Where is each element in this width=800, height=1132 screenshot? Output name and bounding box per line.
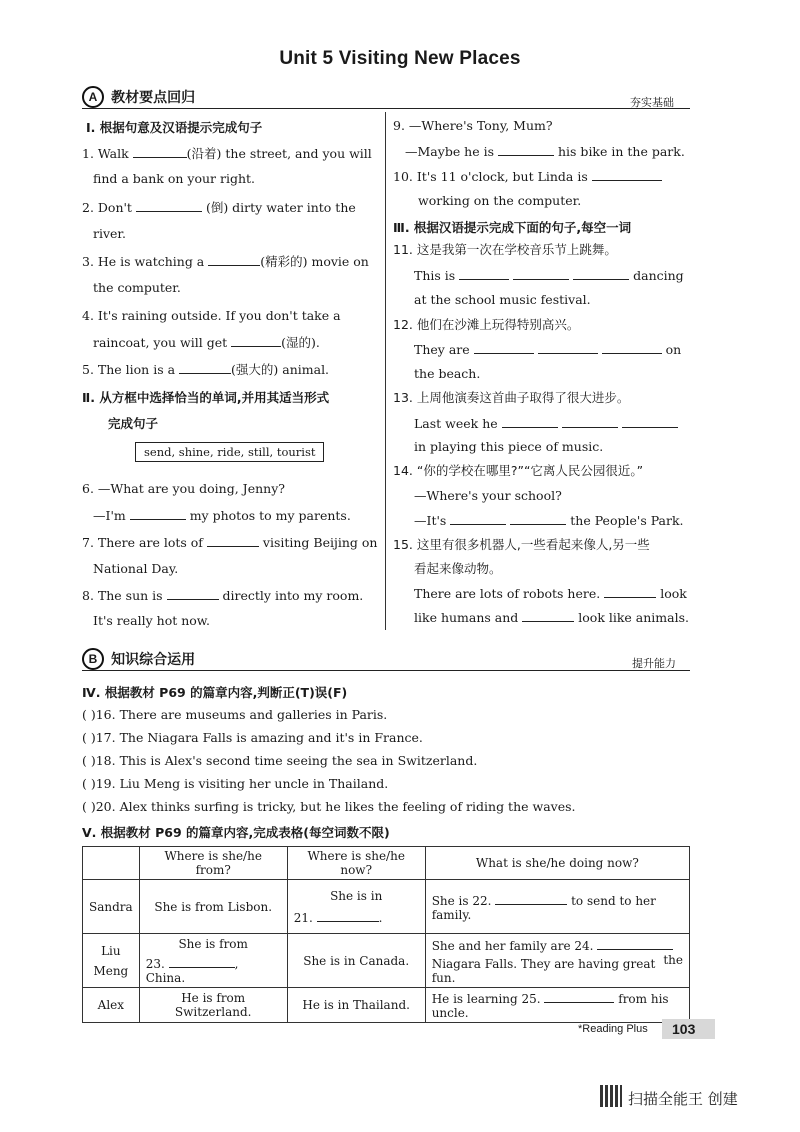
table-header-row: [83, 847, 690, 880]
q11-line2: at the school music festival.: [414, 292, 591, 307]
q7-text-b: visiting Beijing on: [262, 535, 378, 550]
q2-text-b: (倒) dirty water into the: [205, 200, 356, 215]
q9-text-b: —Maybe he is: [405, 144, 495, 159]
section-a-header: [82, 86, 195, 108]
q6-line2: [93, 507, 351, 524]
table-cell: Alex: [83, 988, 140, 1023]
section-b-label: 知识综合运用: [111, 652, 196, 668]
cell-text: 23.: [145, 956, 165, 971]
q2-line1: [82, 199, 356, 216]
table-cell: [83, 934, 140, 988]
q4-text-c: (湿的).: [281, 335, 320, 350]
q7-blank[interactable]: [207, 534, 259, 547]
q2-blank[interactable]: [136, 199, 202, 212]
q4-line1: 4. It's raining outside. If you don't take a: [82, 308, 341, 323]
q15-text-d: look like animals.: [578, 610, 689, 625]
cell-text: Liu: [101, 943, 121, 958]
q14-blank-1[interactable]: [450, 512, 506, 525]
cell-line: 21. .: [293, 910, 383, 925]
cell-text: She is from: [178, 936, 248, 951]
q15-chinese-1: 15. 这里有很多机器人,一些看起来像人,另一些: [393, 537, 650, 552]
q10-line2: working on the computer.: [418, 193, 582, 208]
q15-blank-1[interactable]: [604, 585, 656, 598]
info-table: [82, 846, 690, 1023]
table-cell: He is from Switzerland.: [139, 988, 287, 1023]
cell-text: from his uncle.: [431, 992, 669, 1020]
q13-chinese: 13. 上周他演奏这首曲子取得了很大进步。: [393, 390, 630, 405]
q10-blank[interactable]: [592, 168, 662, 181]
cell-text: She is 22.: [431, 893, 492, 908]
q11-line: [414, 267, 684, 284]
q8-line2: It's really hot now.: [93, 613, 210, 628]
q12-blank-3[interactable]: [602, 341, 662, 354]
q11-blank-3[interactable]: [573, 267, 629, 280]
q14-line1: —Where's your school?: [414, 488, 562, 503]
q10-text-a: 10. It's 11 o'clock, but Linda is: [393, 169, 588, 184]
tf-item-17: ( )17. The Niagara Falls is amazing and it's in France.: [82, 730, 423, 745]
q13-blank-3[interactable]: [622, 415, 678, 428]
section-b-rule: [82, 670, 690, 671]
page-number: 103: [662, 1019, 715, 1039]
word-box: send, shine, ride, still, tourist: [135, 442, 324, 462]
q3-line2: the computer.: [93, 280, 181, 295]
q1-text-b: (沿着) the street, and you will: [186, 146, 372, 161]
q15-text-b: look: [660, 586, 687, 601]
q5-blank[interactable]: [179, 361, 231, 374]
blank-21[interactable]: [317, 909, 379, 922]
cell-line: [146, 955, 281, 985]
section-b-badge: B: [82, 648, 104, 670]
page-title: Unit 5 Visiting New Places: [279, 48, 521, 69]
table-header-cell: Where is she/he from?: [139, 847, 287, 880]
q14-text-c: the People's Park.: [570, 513, 684, 528]
table-cell: [425, 934, 689, 988]
scanner-watermark: 扫描全能王 创建: [628, 1090, 738, 1108]
section-b-right: 提升能力: [632, 657, 676, 670]
cell-text: He is learning 25.: [431, 992, 541, 1006]
q12-chinese: 12. 他们在沙滩上玩得特别高兴。: [393, 317, 580, 332]
table-cell: [287, 880, 425, 934]
q12-text-b: on: [665, 342, 682, 357]
q11-blank-2[interactable]: [513, 267, 569, 280]
blank-24[interactable]: [597, 937, 673, 950]
table-cell: Sandra: [83, 880, 140, 934]
table-cell: She is from Lisbon.: [139, 880, 287, 934]
q3-text-b: (精彩的) movie on: [260, 254, 369, 269]
part-i-heading: Ⅰ. 根据句意及汉语提示完成句子: [86, 120, 263, 135]
tf-item-20: ( )20. Alex thinks surfing is tricky, but he likes the feeling of riding the waves.: [82, 799, 576, 814]
q14-chinese: 14. “你的学校在哪里?”“它离人民公园很近。”: [393, 463, 644, 478]
q9-blank[interactable]: [498, 143, 554, 156]
cell-text: , China.: [145, 956, 239, 985]
q12-line: [414, 341, 681, 358]
q15-chinese-2: 看起来像动物。: [414, 561, 502, 576]
blank-25[interactable]: [544, 990, 614, 1003]
q6-text-b: —I'm: [93, 508, 126, 523]
q4-text-b: raincoat, you will get: [93, 335, 228, 350]
tf-item-19: ( )19. Liu Meng is visiting her uncle in Thailand.: [82, 776, 389, 791]
tf-item-16: ( )16. There are museums and galleries in Paris.: [82, 707, 388, 722]
q2-line2: river.: [93, 226, 127, 241]
table-cell: She is in Canada.: [287, 934, 425, 988]
q2-text-a: 2. Don't: [82, 200, 132, 215]
q1-text-a: 1. Walk: [82, 146, 129, 161]
table-row: [83, 934, 690, 988]
q15-blank-2[interactable]: [522, 609, 574, 622]
q12-line2: the beach.: [414, 366, 481, 381]
q13-line: [414, 415, 678, 432]
part-iv-heading: Ⅳ. 根据教材 P69 的篇章内容,判断正(T)误(F): [82, 685, 348, 700]
cell-text: 21.: [293, 910, 313, 925]
part-ii-heading-2: 完成句子: [108, 416, 159, 431]
q12-text-a: They are: [414, 342, 470, 357]
q13-text-a: Last week he: [414, 416, 498, 431]
q1-line1: [82, 145, 372, 162]
q8-text-a: 8. The sun is: [82, 588, 163, 603]
section-a-label: 教材要点回归: [111, 90, 196, 106]
table-header-cell: Where is she/he now?: [287, 847, 425, 880]
q5-line: [82, 361, 329, 378]
blank-22[interactable]: [495, 892, 567, 905]
blank-23[interactable]: [169, 955, 235, 968]
q15-text-c: like humans and: [414, 610, 519, 625]
tf-item-18: ( )18. This is Alex's second time seeing the sea in Switzerland.: [82, 753, 478, 768]
table-row: [83, 880, 690, 934]
q5-text-b: (强大的) animal.: [231, 362, 330, 377]
q14-blank-2[interactable]: [510, 512, 566, 525]
q10-line1: [393, 168, 662, 185]
q14-text-b: —It's: [414, 513, 447, 528]
q7-line1: [82, 534, 377, 551]
q6-blank[interactable]: [130, 507, 186, 520]
table-cell: [139, 934, 287, 988]
q15-line2: [414, 609, 689, 626]
section-a-rule: [82, 108, 690, 109]
section-a-right: 夯实基础: [630, 96, 674, 109]
q3-line1: [82, 253, 369, 270]
table-cell: [425, 988, 689, 1023]
table-cell: [425, 880, 689, 934]
q9-line1: 9. —Where's Tony, Mum?: [393, 118, 553, 133]
q3-text-a: 3. He is watching a: [82, 254, 205, 269]
cell-text: Meng: [93, 963, 129, 978]
part-ii-heading-1: Ⅱ. 从方框中选择恰当的单词,并用其适当形式: [82, 390, 330, 405]
q7-text-a: 7. There are lots of: [82, 535, 203, 550]
q12-blank-2[interactable]: [538, 341, 598, 354]
cell-text: Niagara Falls. They are having great fun.: [431, 956, 656, 985]
q9-text-c: his bike in the park.: [558, 144, 685, 159]
cell-text: She and her family are 24.: [431, 938, 594, 953]
qr-code-icon: [600, 1085, 622, 1107]
section-b-header: [82, 648, 195, 670]
reading-plus-tag: *Reading Plus: [578, 1023, 648, 1035]
table-header-cell: [83, 847, 140, 880]
q11-chinese: 11. 这是我第一次在学校音乐节上跳舞。: [393, 242, 617, 257]
q5-text-a: 5. The lion is a: [82, 362, 176, 377]
q9-line2: [405, 143, 685, 160]
q8-line1: [82, 587, 363, 604]
q8-blank[interactable]: [167, 587, 219, 600]
q12-blank-1[interactable]: [474, 341, 534, 354]
q15-text-a: There are lots of robots here.: [414, 586, 601, 601]
section-a-badge: A: [82, 86, 104, 108]
q11-blank-1[interactable]: [459, 267, 509, 280]
q6-text-c: my photos to my parents.: [189, 508, 351, 523]
table-cell: He is in Thailand.: [287, 988, 425, 1023]
part-iii-heading: Ⅲ. 根据汉语提示完成下面的句子,每空一词: [393, 220, 632, 235]
q11-text-a: This is: [414, 268, 456, 283]
cell-line: [431, 937, 683, 967]
q6-line1: 6. —What are you doing, Jenny?: [82, 481, 285, 496]
q3-blank[interactable]: [208, 253, 260, 266]
table-row: [83, 988, 690, 1023]
q13-blank-1[interactable]: [502, 415, 558, 428]
q15-line1: [414, 585, 687, 602]
q4-blank[interactable]: [231, 334, 281, 347]
q1-blank[interactable]: [133, 145, 187, 158]
cell-text: the: [663, 952, 683, 967]
q7-line2: National Day.: [93, 561, 179, 576]
cell-text: to send to her family.: [431, 893, 656, 922]
q11-text-b: dancing: [633, 268, 684, 283]
table-header-cell: What is she/he doing now?: [425, 847, 689, 880]
q1-line2: find a bank on your right.: [93, 171, 255, 186]
q8-text-b: directly into my room.: [222, 588, 364, 603]
column-divider: [385, 112, 386, 630]
q13-blank-2[interactable]: [562, 415, 618, 428]
part-v-heading: Ⅴ. 根据教材 P69 的篇章内容,完成表格(每空词数不限): [82, 825, 390, 840]
cell-text: She is in: [330, 888, 383, 903]
q14-line2: [414, 512, 684, 529]
q13-line2: in playing this piece of music.: [414, 439, 604, 454]
q4-line2: [93, 334, 320, 351]
